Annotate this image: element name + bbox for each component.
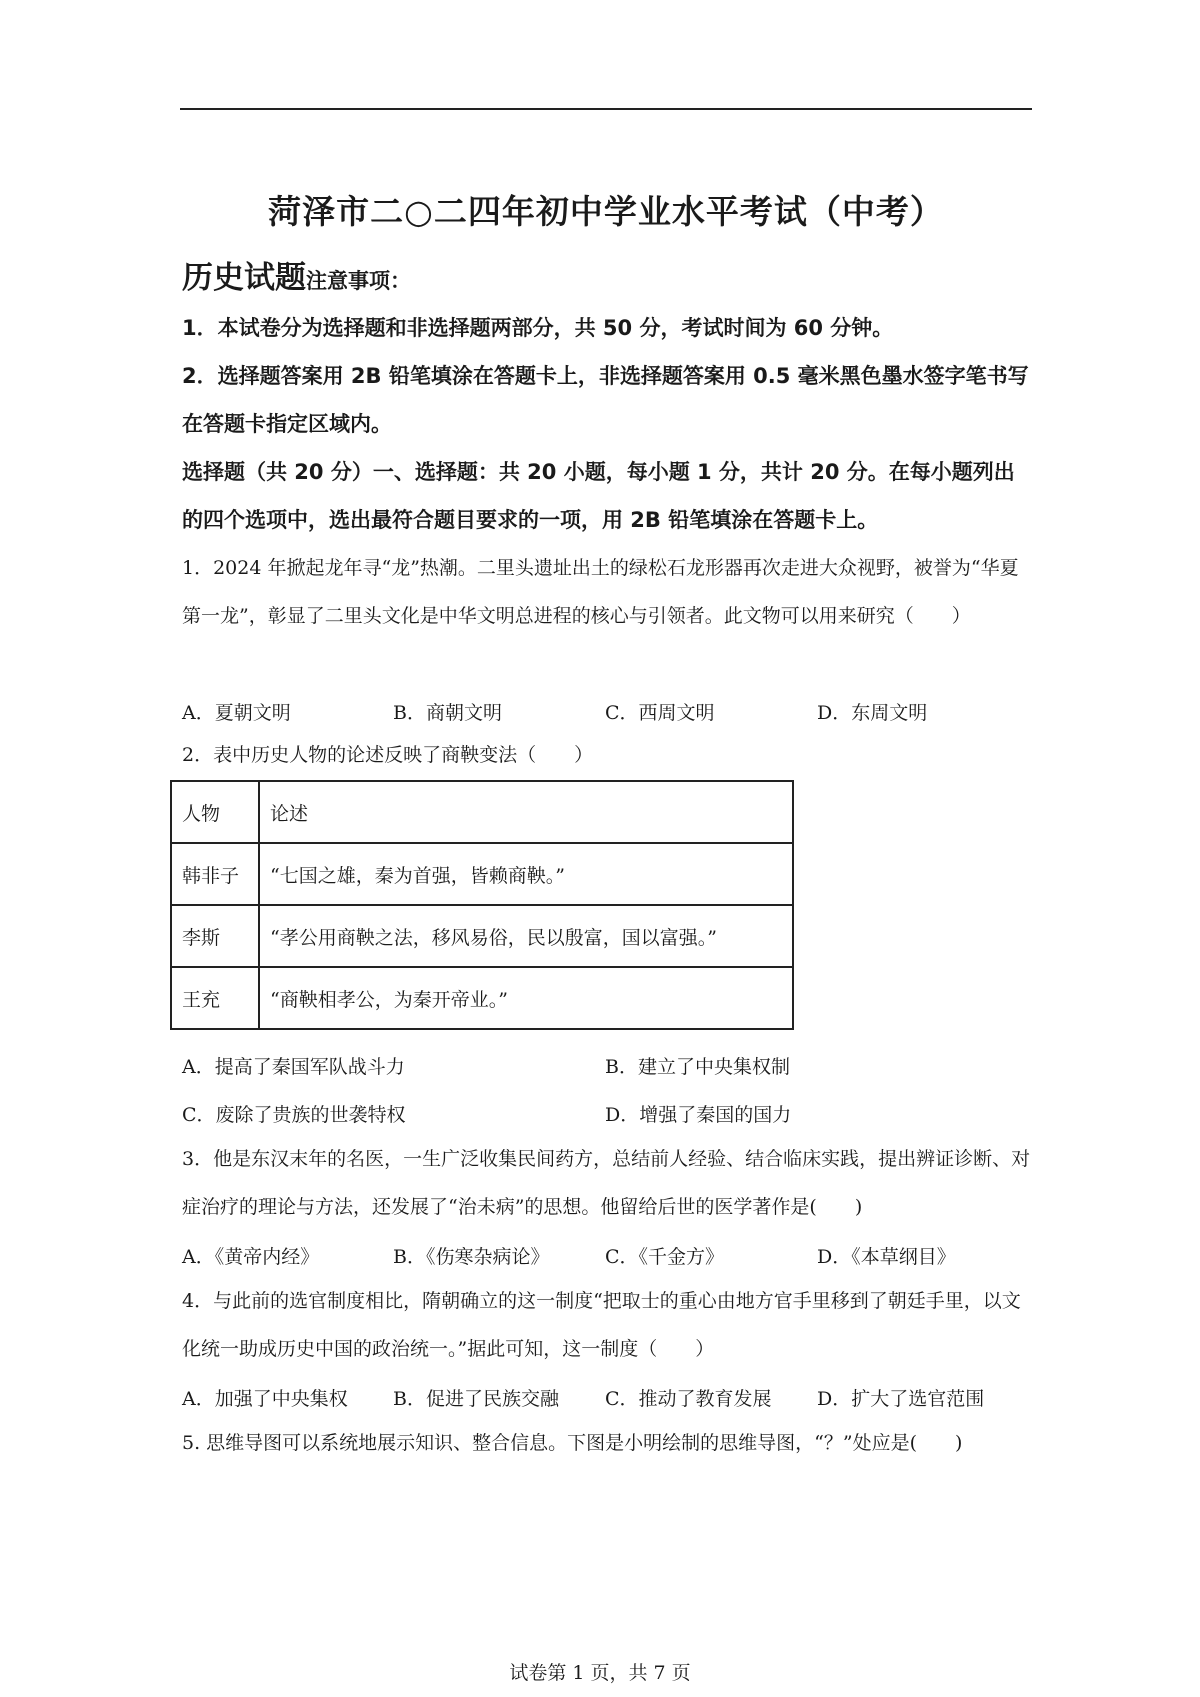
page-footer: 试卷第 1 页，共 7 页 [509, 1662, 691, 1684]
question-3-option-d[interactable]: D．《本草纲目》 [817, 1246, 956, 1268]
subject-line [182, 252, 411, 297]
question-3-stem: 3．他是东汉末年的名医，一生广泛收集民间药方，总结前人经验、结合临床实践，提出辨证诊断、对症治疗的理论与方法，还发展了“治未病”的思想。他留给后世的医学著作是( ) [182, 1148, 1031, 1218]
question-2-option-b[interactable]: B．建立了中央集权制 [605, 1056, 790, 1078]
table-row [171, 843, 793, 905]
notes-label: 注意事项： [306, 269, 411, 293]
question-2-option-d[interactable]: D．增强了秦国的国力 [605, 1104, 792, 1126]
question-2-option-c[interactable]: C．废除了贵族的世袭特权 [182, 1104, 406, 1126]
table-row [171, 905, 793, 967]
table-cell-person: 韩非子 [171, 843, 259, 905]
subject-title: 历史试题 [182, 260, 306, 296]
question-1-option-d[interactable]: D．东周文明 [817, 702, 928, 724]
question-1-option-c[interactable]: C．西周文明 [605, 702, 715, 724]
question-2-option-a[interactable]: A．提高了秦国军队战斗力 [182, 1056, 405, 1078]
section-intro: 选择题（共 20 分）一、选择题：共 20 小题，每小题 1 分，共计 20 分。在每小题列出的四个选项中，选出最符合题目要求的一项，用 2B 铅笔填涂在答题卡上。 [182, 460, 1015, 532]
question-5-stem: 5. 思维导图可以系统地展示知识、整合信息。下图是小明绘制的思维导图，“？”处应是( ) [182, 1432, 963, 1454]
table-header-row [171, 781, 793, 843]
question-4-option-d[interactable]: D．扩大了选官范围 [817, 1388, 985, 1410]
note-2: 2．选择题答案用 2B 铅笔填涂在答题卡上，非选择题答案用 0.5 毫米黑色墨水签字笔书写在答题卡指定区域内。 [182, 364, 1029, 436]
question-1-option-b[interactable]: B．商朝文明 [393, 702, 502, 724]
quotes-table [170, 780, 794, 1030]
table-row [171, 967, 793, 1029]
table-cell-quote: “商鞅相孝公，为秦开帝业。” [259, 967, 793, 1029]
question-1-option-a[interactable]: A．夏朝文明 [182, 702, 291, 724]
table-cell-person: 李斯 [171, 905, 259, 967]
note-1: 1．本试卷分为选择题和非选择题两部分，共 50 分，考试时间为 60 分钟。 [182, 316, 894, 340]
table-header-cell: 论述 [259, 781, 793, 843]
question-1-stem: 1．2024 年掀起龙年寻“龙”热潮。二里头遗址出土的绿松石龙形器再次走进大众视野，被誉为“华夏第一龙”，彰显了二里头文化是中华文明总进程的核心与引领者。此文物可以用来研究（ ） [182, 557, 1019, 627]
question-3-option-c[interactable]: C．《千金方》 [605, 1246, 725, 1268]
table-cell-quote: “孝公用商鞅之法，移风易俗，民以殷富，国以富强。” [259, 905, 793, 967]
table-header-cell: 人物 [171, 781, 259, 843]
question-4-option-a[interactable]: A．加强了中央集权 [182, 1388, 348, 1410]
top-divider [180, 108, 1032, 110]
table-cell-quote: “七国之雄，秦为首强，皆赖商鞅。” [259, 843, 793, 905]
question-3-option-b[interactable]: B．《伤寒杂病论》 [393, 1246, 550, 1268]
question-4-option-c[interactable]: C．推动了教育发展 [605, 1388, 772, 1410]
question-4-stem: 4．与此前的选官制度相比，隋朝确立的这一制度“把取士的重心由地方官手里移到了朝廷手里，以文化统一助成历史中国的政治统一。”据此可知，这一制度（ ） [182, 1290, 1021, 1360]
table-cell-person: 王充 [171, 967, 259, 1029]
question-4-option-b[interactable]: B．促进了民族交融 [393, 1388, 559, 1410]
exam-title: 菏泽市二○二四年初中学业水平考试（中考） [268, 192, 944, 231]
question-2-stem: 2．表中历史人物的论述反映了商鞅变法（ ） [182, 744, 594, 766]
question-3-option-a[interactable]: A．《黄帝内经》 [182, 1246, 320, 1268]
